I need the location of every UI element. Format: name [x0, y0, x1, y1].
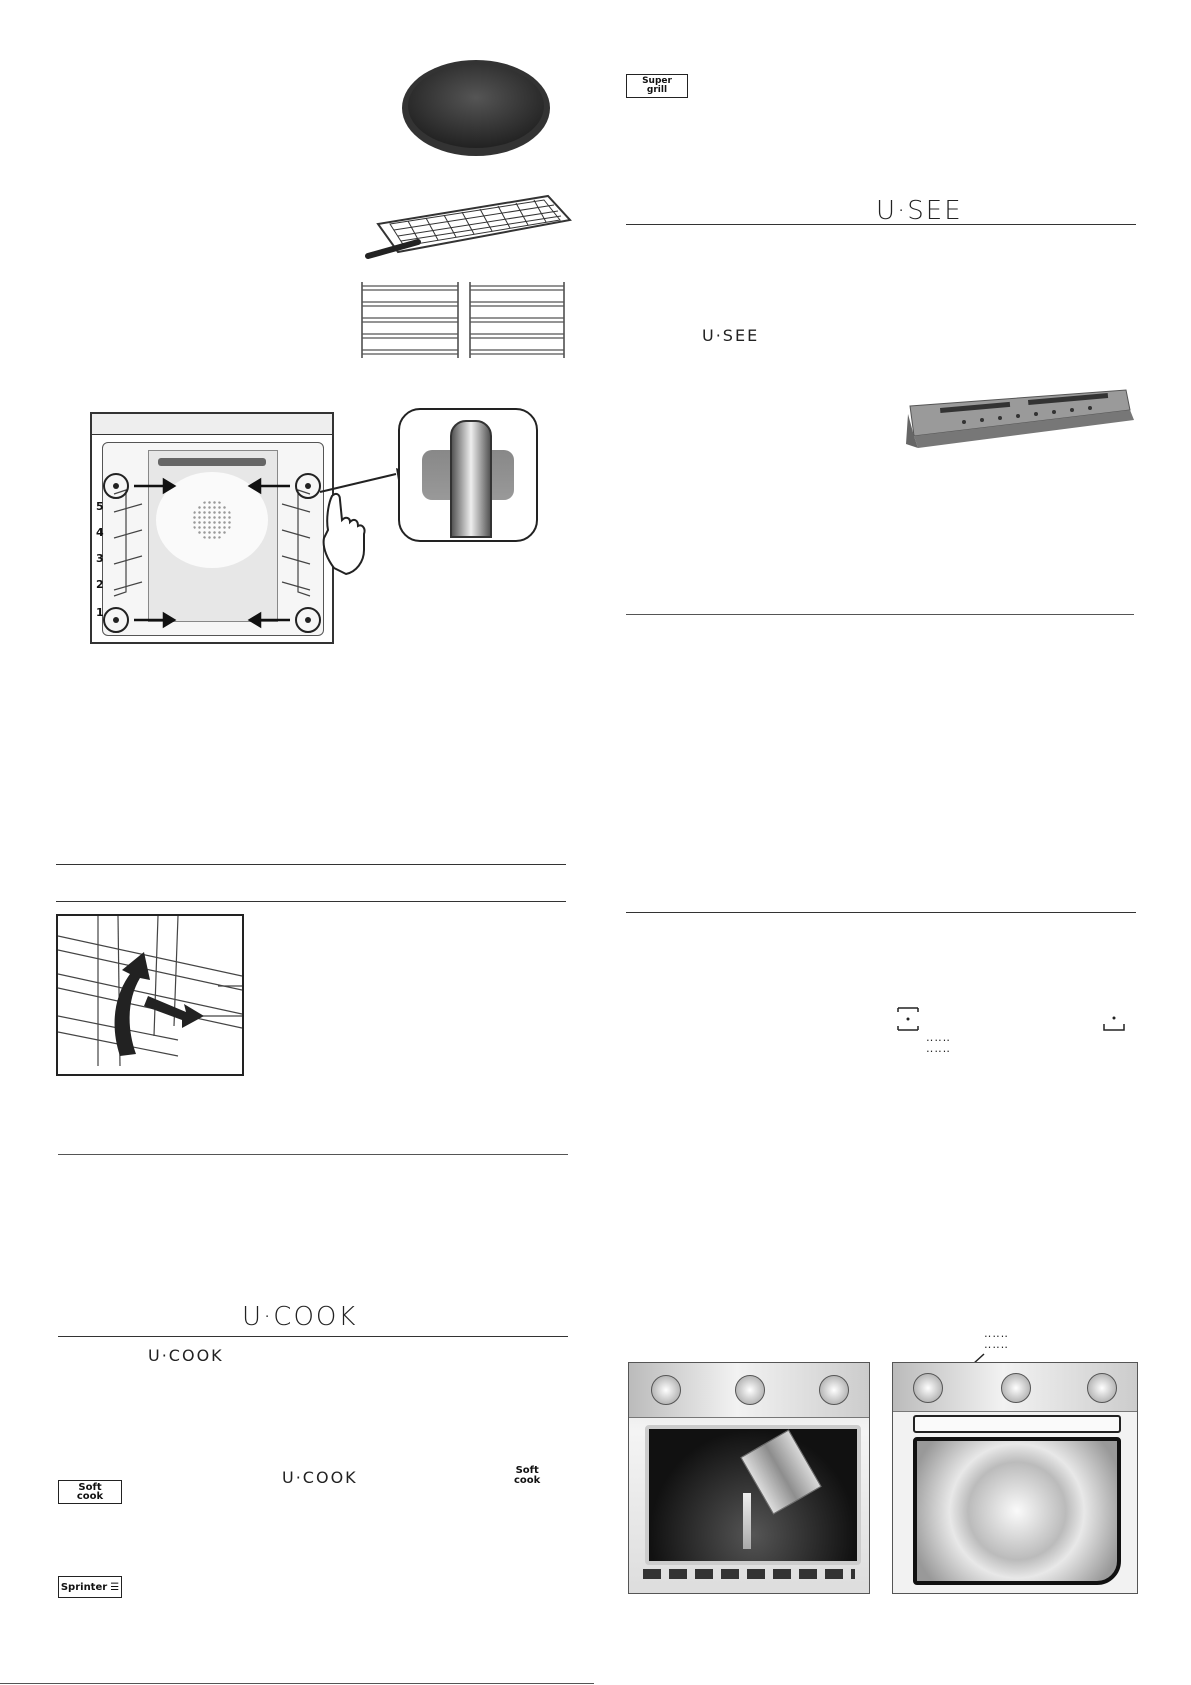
- u-cook-logo: U·COOK: [282, 1468, 358, 1487]
- zoom-arrow: [320, 466, 410, 496]
- shelf-level-4: 4: [96, 526, 104, 539]
- water-drops-icon: ‥‥‥ ‥‥‥: [926, 1031, 952, 1055]
- telescopic-runner-illustration: [56, 914, 244, 1076]
- section-divider: [58, 1336, 568, 1337]
- oven-steam-illustration: [892, 1362, 1138, 1594]
- shelf-level-2: 2: [96, 578, 104, 591]
- u-cook-logo: U·COOK: [148, 1346, 224, 1365]
- rack-fixing-detail: [398, 408, 538, 542]
- round-baking-tray-illustration: [400, 56, 560, 156]
- section-divider: [626, 912, 1136, 913]
- section-divider: [58, 1154, 568, 1155]
- water-drops-icon: ‥‥‥ ‥‥‥: [984, 1327, 1010, 1351]
- soft-cook-icon: Soft cook: [58, 1480, 122, 1504]
- u-cook-logo: U·COOK: [242, 1302, 358, 1332]
- soft-cook-icon: Soft cook: [514, 1465, 541, 1486]
- sprinter-icon: Sprinter ☰: [58, 1576, 122, 1598]
- shelf-level-3: 3: [96, 552, 104, 565]
- section-divider: [626, 614, 1134, 615]
- lamp-symbol-icon: [1102, 1010, 1126, 1034]
- lamp-bar-illustration: [904, 388, 1144, 458]
- u-see-logo: U·SEE: [702, 326, 760, 345]
- side-racks-illustration: [358, 278, 568, 362]
- super-grill-icon: Super grill: [626, 74, 688, 98]
- oven-pouring-water-illustration: [628, 1362, 870, 1594]
- section-divider: [56, 864, 566, 865]
- section-divider: [56, 901, 566, 902]
- footer-divider: [0, 1683, 594, 1684]
- wire-grill-illustration: [358, 190, 578, 270]
- lamp-symbol-icon: [896, 1006, 920, 1032]
- u-see-logo: U·SEE: [876, 196, 963, 226]
- shelf-level-1: 1: [96, 606, 104, 619]
- shelf-level-5: 5: [96, 500, 104, 513]
- hand-pointer-icon: [320, 490, 390, 580]
- rack-rails: [92, 414, 332, 642]
- section-divider: [626, 224, 1136, 225]
